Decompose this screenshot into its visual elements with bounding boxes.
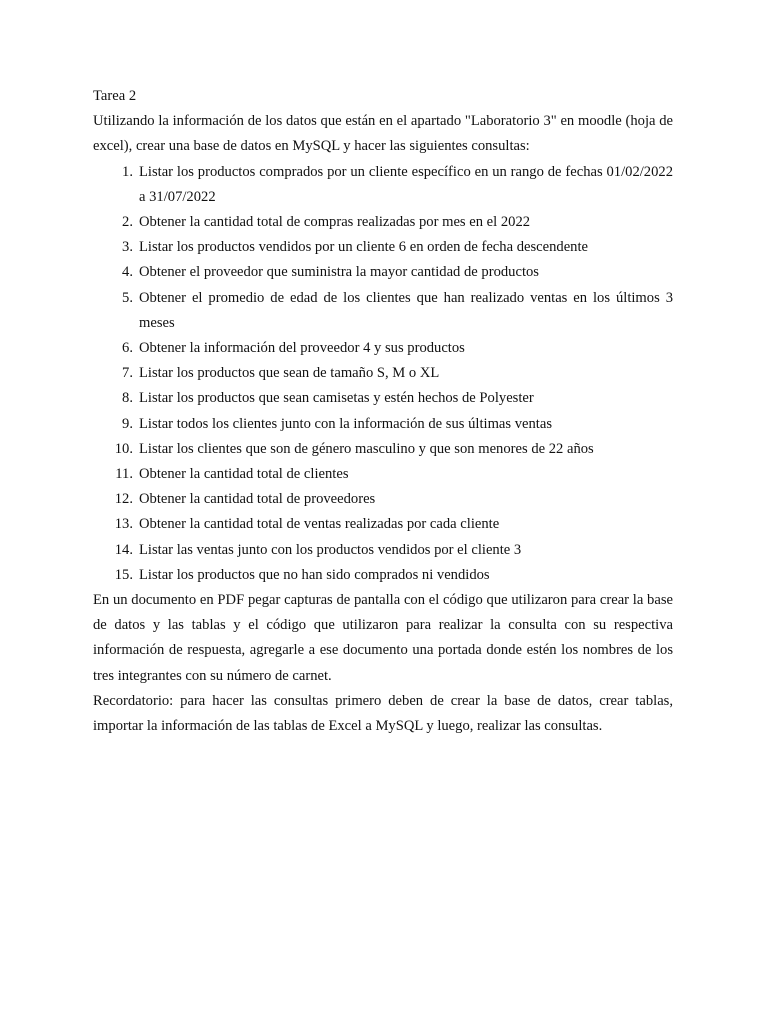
task-number: 8. — [122, 390, 133, 407]
task-number: 6. — [122, 340, 133, 357]
task-text: Obtener la cantidad total de ventas realizadas por cada cliente — [139, 516, 500, 533]
task-number: 2. — [122, 214, 133, 231]
task-item — [93, 487, 673, 512]
task-item — [93, 462, 673, 487]
task-text: Listar los productos comprados por un cliente específico en un rango de fechas 01/02/2022 a 31/07/2022 — [139, 163, 673, 205]
query-task-list — [93, 160, 673, 588]
task-number: 7. — [122, 365, 133, 382]
task-item — [93, 412, 673, 437]
task-item — [93, 260, 673, 285]
task-item — [93, 563, 673, 588]
task-text: Listar los clientes que son de género masculino y que son menores de 22 años — [139, 440, 594, 457]
task-text: Obtener la cantidad total de compras realizadas por mes en el 2022 — [139, 214, 531, 231]
task-item — [93, 336, 673, 361]
task-text: Listar los productos que sean camisetas y estén hechos de Polyester — [139, 390, 534, 407]
intro-paragraph: Utilizando la información de los datos que están en el apartado "Laboratorio 3" en moodle (hoja de excel), crear una base de datos en MySQL y hacer las siguientes consultas: — [93, 113, 673, 155]
task-number: 12. — [114, 491, 133, 508]
task-number: 9. — [122, 415, 133, 432]
task-text: Listar todos los clientes junto con la información de sus últimas ventas — [139, 415, 553, 432]
task-item — [93, 235, 673, 260]
task-item — [93, 286, 673, 336]
task-text: Obtener el proveedor que suministra la mayor cantidad de productos — [139, 264, 539, 281]
task-item — [93, 538, 673, 563]
task-text: Listar los productos vendidos por un cliente 6 en orden de fecha descendente — [139, 239, 589, 256]
task-number: 1. — [122, 163, 133, 180]
pdf-instructions-paragraph: En un documento en PDF pegar capturas de pantalla con el código que utilizaron para crear la base de datos y las tablas y el código que utilizaron para realizar la consulta con su respectiva información de respuesta, agregarle a ese documento una portada donde estén los nombres de los tres integrantes con su número de carnet. — [93, 592, 673, 684]
task-text: Obtener el promedio de edad de los clientes que han realizado ventas en los últimos 3 meses — [139, 289, 673, 331]
reminder-paragraph: Recordatorio: para hacer las consultas primero deben de crear la base de datos, crear tablas, importar la información de las tablas de Excel a MySQL y luego, realizar las consultas. — [93, 692, 673, 735]
task-number: 14. — [114, 541, 133, 558]
document-body — [93, 84, 673, 739]
task-number: 13. — [114, 516, 133, 533]
task-item — [93, 160, 673, 210]
assignment-title: Tarea 2 — [93, 88, 137, 104]
task-text: Listar las ventas junto con los productos vendidos por el cliente 3 — [139, 541, 522, 558]
task-number: 11. — [115, 466, 133, 483]
task-item — [93, 386, 673, 411]
task-number: 4. — [122, 264, 133, 281]
task-text: Obtener la cantidad total de proveedores — [139, 491, 376, 508]
task-number: 5. — [122, 289, 133, 306]
task-item — [93, 361, 673, 386]
task-number: 3. — [122, 239, 133, 256]
task-text: Listar los productos que sean de tamaño S, M o XL — [139, 365, 440, 382]
task-number: 10. — [114, 440, 133, 457]
task-item — [93, 210, 673, 235]
task-number: 15. — [114, 566, 133, 583]
task-item — [93, 512, 673, 537]
task-text: Listar los productos que no han sido comprados ni vendidos — [139, 566, 490, 583]
task-text: Obtener la información del proveedor 4 y sus productos — [139, 340, 465, 357]
task-item — [93, 437, 673, 462]
task-text: Obtener la cantidad total de clientes — [139, 466, 349, 483]
